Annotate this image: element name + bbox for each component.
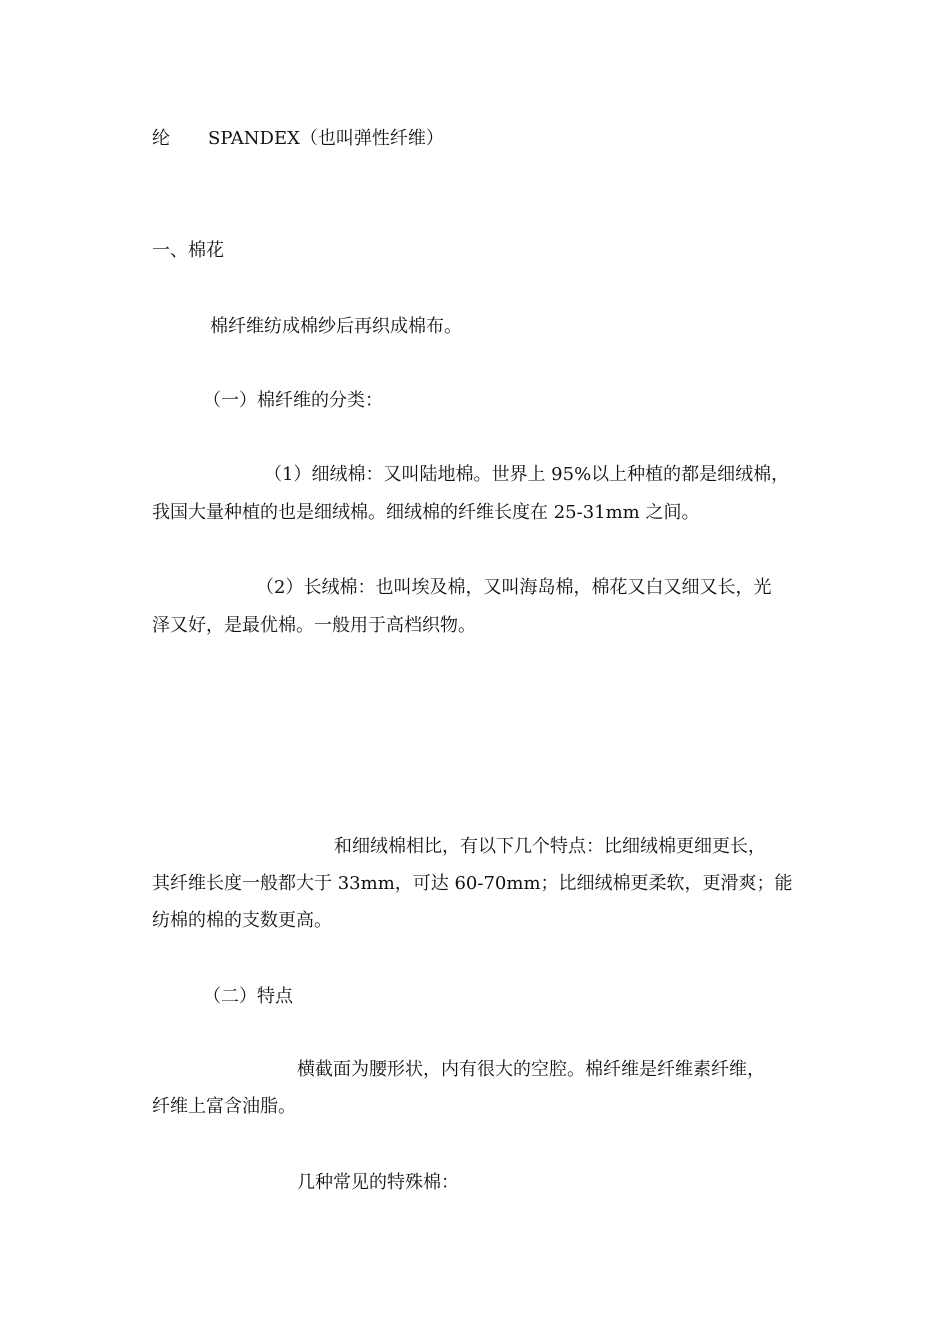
section-heading-cotton: 一、棉花 <box>152 240 224 261</box>
paragraph-comparison-line2: 其纤维长度一般都大于 33mm，可达 60-70mm；比细绒棉更柔软，更滑爽；能 <box>152 873 793 894</box>
subheading-features: （二）特点 <box>203 986 293 1007</box>
paragraph-features-line2: 纤维上富含油脂。 <box>152 1096 296 1117</box>
paragraph-long-cotton-line1: （2）长绒棉：也叫埃及棉，又叫海岛棉，棉花又白又细又长，光 <box>256 577 772 598</box>
paragraph-comparison-line3: 纺棉的棉的支数更高。 <box>152 910 332 931</box>
heading-title <box>152 127 802 151</box>
paragraph-long-cotton-line2: 泽又好，是最优棉。一般用于高档织物。 <box>152 615 476 636</box>
paragraph-intro: 棉纤维纺成棉纱后再织成棉布。 <box>210 316 462 337</box>
title-prefix: 纶 <box>152 128 170 149</box>
subheading-classification: （一）棉纤维的分类： <box>203 390 383 411</box>
paragraph-special-cotton: 几种常见的特殊棉： <box>297 1172 459 1193</box>
paragraph-fine-cotton-line1: （1）细绒棉：又叫陆地棉。世界上 95%以上种植的都是细绒棉， <box>264 464 790 485</box>
paragraph-features-line1: 横截面为腰形状，内有很大的空腔。棉纤维是纤维素纤维， <box>297 1059 765 1080</box>
paragraph-comparison-line1: 和细绒棉相比，有以下几个特点：比细绒棉更细更长， <box>334 836 766 857</box>
title-text: SPANDEX（也叫弹性纤维） <box>208 128 444 149</box>
paragraph-fine-cotton-line2: 我国大量种植的也是细绒棉。细绒棉的纤维长度在 25-31mm 之间。 <box>152 502 700 523</box>
